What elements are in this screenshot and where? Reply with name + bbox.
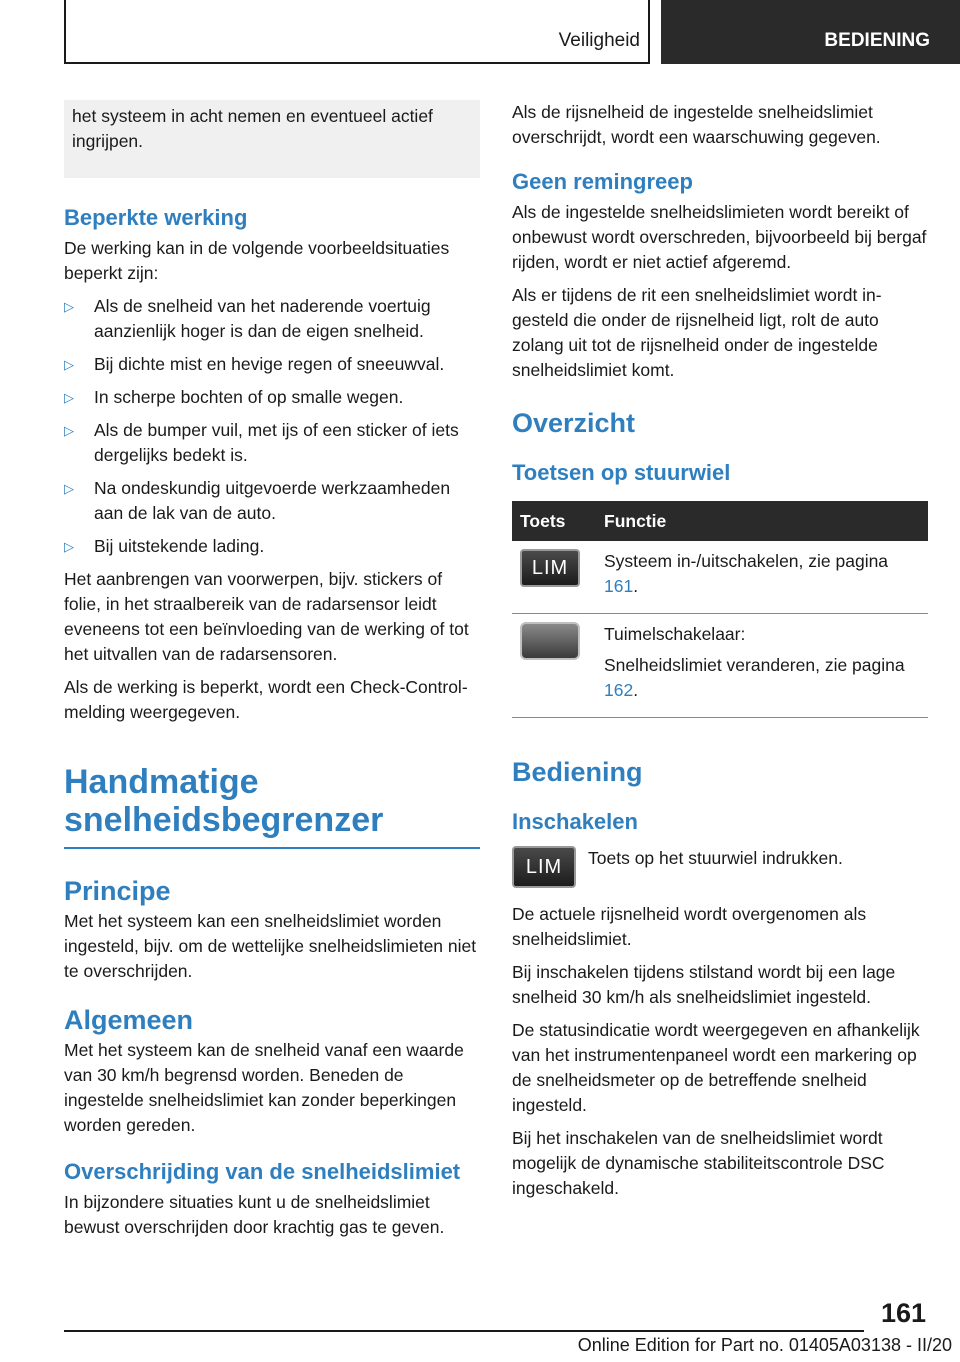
exceed-text: In bijzondere situaties kunt u de snelheidslimiet bewust overschrijden door krachtig gas te geven. — [64, 1192, 445, 1237]
list-item: ▷ Na ondeskundig uitgevoerde werkzaamheden aan de lak van de auto. — [64, 478, 451, 523]
rocker-switch-icon — [520, 622, 580, 660]
operation-heading: Bediening — [512, 757, 643, 787]
right-column — [512, 100, 928, 1209]
principle-text: Met het systeem kan een snelheidslimiet worden ingesteld, bijv. om de wettelijke snelheidslimieten niet te overschrijden. — [64, 911, 477, 981]
buttons-table — [512, 501, 928, 718]
list-item: ▷ Als de snelheid van het naderende voertuig aanzienlijk hoger is dan de eigen snelheid. — [64, 296, 431, 341]
no-brake-heading: Geen remingreep — [512, 169, 693, 194]
header-rule-bottom — [64, 62, 650, 64]
note-box — [64, 100, 480, 178]
list-item: ▷ Bij uitstekende lading. — [64, 534, 480, 559]
footer-edition-text: Online Edition for Part no. 01405A03138 - II/20 — [577, 1335, 952, 1355]
operation-paragraph-1: De actuele rijsnelheid wordt overgenomen als snelheidslimiet. — [512, 904, 867, 949]
table-row — [512, 614, 928, 718]
main-heading — [64, 763, 480, 849]
table-row-function: Systeem in-/uitschakelen, zie pagina 161. — [604, 551, 889, 596]
table-header-function: Functie — [596, 501, 928, 541]
general-text: Met het systeem kan de snelheid vanaf een waarde van 30 km/h begrensd worden. Beneden de ingestelde snelheidslimiet kan zonder beperkingen worden gereden. — [64, 1040, 464, 1135]
header-section-title: Veiligheid — [558, 30, 640, 51]
general-heading: Algemeen — [64, 1005, 194, 1035]
footer-edition — [578, 1335, 952, 1356]
page-link-162[interactable]: 162 — [604, 680, 634, 700]
main-heading-line1: Handmatige — [64, 763, 259, 801]
limited-list — [64, 294, 480, 559]
main-heading-line2: snelheidsbegrenzer — [64, 801, 384, 839]
header-chapter-tab — [661, 0, 960, 64]
buttons-heading: Toetsen op stuurwiel — [512, 460, 731, 485]
note-text: het systeem in acht nemen en eventueel actief ingrijpen. — [72, 106, 433, 151]
header-rule-left — [64, 0, 66, 64]
limited-paragraph-2: Als de werking is beperkt, wordt een Check-Control-melding weergegeven. — [64, 677, 468, 722]
header-rule-divider — [648, 0, 650, 64]
switch-on-heading: Inschakelen — [512, 809, 638, 834]
no-brake-paragraph-1: Als de ingestelde snelheidslimieten wordt bereikt of onbewust wordt overschreden, bijvoorbeeld bij bergaf rijden, wordt er niet actief afgeremd. — [512, 202, 927, 272]
switch-on-text: Toets op het stuurwiel indrukken. — [588, 848, 843, 868]
triangle-bullet-icon: ▷ — [64, 481, 74, 496]
lim-button-icon: LIM — [520, 549, 580, 587]
limited-function-heading: Beperkte werking — [64, 205, 248, 230]
operation-paragraph-4: Bij het inschakelen van de snelheidslimiet wordt mogelijk de dynamische stabiliteitscontrole DSC ingeschakeld. — [512, 1128, 885, 1198]
list-item: ▷ Bij dichte mist en hevige regen of sneeuwval. — [64, 352, 480, 377]
triangle-bullet-icon: ▷ — [64, 357, 74, 372]
lim-button-icon: LIM — [512, 846, 576, 888]
table-row-function-title: Tuimelschakelaar: — [604, 624, 746, 644]
principle-heading: Principe — [64, 876, 171, 906]
operation-paragraph-2: Bij inschakelen tijdens stilstand wordt bij een lage snelheid 30 km/h als snelheidslimiet ingesteld. — [512, 962, 896, 1007]
exceed-heading: Overschrijding van de snelheidslimiet — [64, 1159, 461, 1184]
limited-intro: De werking kan in de volgende voorbeeldsituaties beperkt zijn: — [64, 238, 450, 283]
header-chapter-title: BEDIENING — [824, 30, 930, 51]
page-link-161[interactable]: 161 — [604, 576, 634, 596]
table-row-function: Snelheidslimiet veranderen, zie pagina 162. — [604, 655, 905, 700]
warning-paragraph: Als de rijsnelheid de ingestelde snelheidslimiet overschrijdt, wordt een waarschuwing gegeven. — [512, 102, 881, 147]
triangle-bullet-icon: ▷ — [64, 390, 74, 405]
triangle-bullet-icon: ▷ — [64, 299, 74, 314]
list-item: ▷ Als de bumper vuil, met ijs of een sticker of iets dergelijks bedekt is. — [64, 420, 459, 465]
no-brake-paragraph-2: Als er tijdens de rit een snelheidslimiet wordt ingesteld die onder de rijsnelheid ligt, rolt de auto zolang uit tot de rijsnelheid onder de ingestelde snelheidslimiet komt. — [512, 285, 882, 380]
list-item: ▷ In scherpe bochten of op smalle wegen. — [64, 385, 480, 410]
table-row — [512, 541, 928, 614]
footer-rule — [64, 1330, 864, 1332]
operation-paragraph-3: De statusindicatie wordt weergegeven en afhankelijk van het instrumentenpaneel wordt een markering op de snelheidsmeter op de betreffende snelheid ingesteld. — [512, 1020, 920, 1115]
table-header-key: Toets — [512, 501, 596, 541]
triangle-bullet-icon: ▷ — [64, 423, 74, 438]
triangle-bullet-icon: ▷ — [64, 539, 74, 554]
page-number: 161 — [880, 1298, 926, 1328]
table-header-row — [512, 501, 928, 541]
limited-paragraph-1: Het aanbrengen van voorwerpen, bijv. stickers of folie, in het straalbereik van de radarsensor leidt eveneens tot een beïnvloeding van de werking of tot het uitvallen van de radarsensoren. — [64, 569, 469, 664]
overview-heading: Overzicht — [512, 408, 636, 438]
switch-on-instruction — [512, 846, 928, 888]
left-column — [64, 100, 480, 1248]
